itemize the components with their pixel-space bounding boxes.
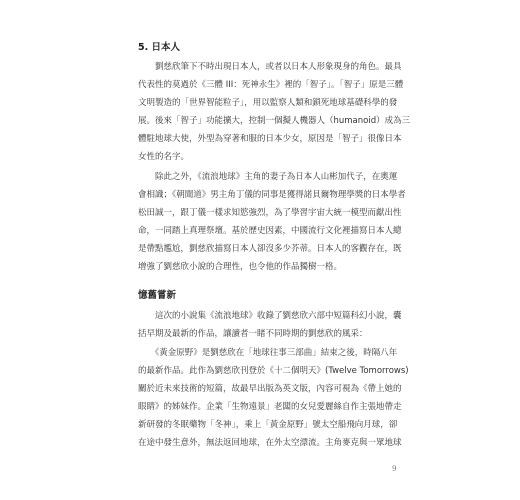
text-line: 《黃金原野》是劉慈欣在「地球往事三部曲」結束之後，時隔八年 [138, 348, 398, 358]
text-line: 文明製造的「世界智能粒子」，用以監察人類和鎖死地球基礎科學的發 [138, 98, 398, 108]
text-line: 體駐地球大使，外型為穿著和服的日本少女，原因是「智子」很像日本 [138, 134, 402, 144]
text-line: 劉慈欣筆下不時出現日本人，或者以日本人形象現身的角色。最具 [138, 62, 402, 72]
text-line: 在途中發生意外，無法返回地球，在外太空漂流。主角麥克與一眾地球 [138, 438, 402, 448]
text-line: 會相識；《朝聞道》男主角丁儀的同事是獲得諾貝爾物理學獎的日本學者 [138, 190, 406, 200]
text-line: 代表性的莫過於《三體 III：死神永生》裡的「智子」。「智子」原是三體 [138, 80, 404, 90]
text-line: 眼睛》的姊妹作。企業「生物遠景」老闆的女兒愛麗絲自作主張地帶走 [138, 402, 402, 412]
text-line: 展。後來「智子」功能擴大，控制一個擬人機器人（humanoid）成為三 [138, 116, 411, 126]
text-line: 關於近未來技術的短篇，故最早出版為英文版，內容可視為《帶上她的 [138, 384, 402, 394]
page-number: 9 [392, 465, 397, 473]
section-title: 5. 日本人 [138, 42, 181, 53]
text-line: 是帶點尷尬，劉慈欣描寫日本人卻沒多少芥蒂。日本人的客觀存在，既 [138, 244, 402, 254]
text-line: 命，一同踏上真理祭壇。基於歷史因素，中國流行文化裡描寫日本人總 [138, 226, 402, 236]
text-line: 括早期及最新的作品，讓讀者一睹不同時期的劉慈欣的風采： [138, 329, 368, 339]
text-line: 這次的小說集《流浪地球》收錄了劉慈欣六部中短篇科幻小說，囊 [138, 311, 402, 321]
text-line: 的最新作品。此作為劉慈欣刊登於《十二個明天》(Twelve Tomorrows) [138, 366, 409, 376]
text-line: 除此之外，《流浪地球》主角的妻子為日本人山彬加代子，在奧運 [138, 172, 398, 182]
text-line: 女性的名字。 [138, 152, 190, 162]
text-line: 松田誠一，跟丁儀一樣求知慾強烈，為了學習宇宙大統一模型而獻出性 [138, 208, 402, 218]
text-line: 增強了劉慈欣小說的合理性，也令他的作品獨樹一格。 [138, 262, 343, 272]
subheading: 憶舊嘗新 [138, 290, 177, 301]
text-line: 新研發的冬眠藥物「冬神」，乘上「黃金原野」號太空船飛向月球，卻 [138, 420, 398, 430]
